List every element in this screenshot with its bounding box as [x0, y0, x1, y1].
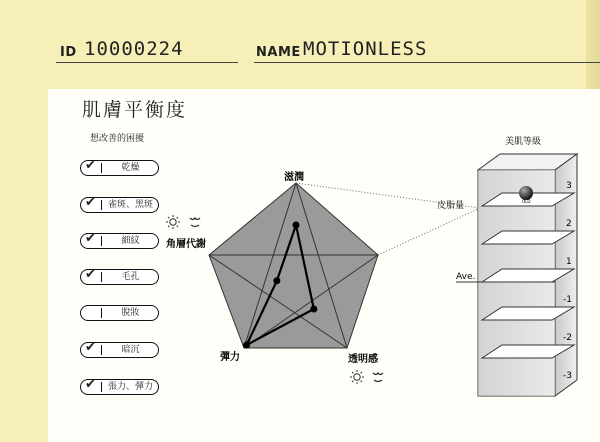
concern-label: 暗沉: [121, 345, 140, 355]
grade-level: -3: [563, 371, 572, 381]
ave-label: Ave.: [456, 272, 476, 282]
radar-label-left: 角層代謝: [166, 239, 206, 250]
grade-level: -1: [563, 295, 572, 305]
page-title: 肌膚平衡度: [82, 99, 188, 121]
check-icon: ✔: [85, 231, 96, 246]
id-label: ID: [60, 45, 77, 60]
grade-heading: 美肌等級: [505, 137, 542, 147]
radar-point-滋潤: [293, 222, 300, 229]
moon-face-icon: [190, 218, 200, 227]
check-icon: ✔: [85, 377, 96, 392]
concern-label: 毛孔: [121, 272, 140, 282]
radar-point-透明感: [310, 306, 317, 313]
check-icon: ✔: [85, 195, 96, 210]
grade-marker-ball: [519, 186, 533, 200]
sun-icon: [350, 370, 364, 384]
radar-pentagon: [209, 183, 378, 348]
radar-label-top: 滋潤: [284, 172, 304, 183]
radar-label-right: 透明感: [348, 354, 378, 365]
check-icon: ✔: [85, 158, 96, 173]
radar-point-彈力: [243, 342, 250, 349]
concern-label: 脫妝: [121, 308, 140, 318]
id-value: 10000224: [84, 38, 184, 60]
grade-level: 1: [566, 257, 572, 267]
grade-level: 3: [566, 181, 572, 191]
name-label: NAME: [256, 45, 301, 60]
radar-label-bottom-left: 彈力: [220, 352, 240, 363]
grade-marker-label: OLD: [522, 199, 531, 204]
concern-label: 細紋: [121, 236, 140, 246]
check-icon: ✔: [85, 340, 96, 355]
concern-label: 張力、彈力: [107, 382, 153, 392]
sebum-label: 皮脂量: [437, 201, 465, 211]
connector-line: [378, 208, 480, 255]
name-value: MOTIONLESS: [303, 38, 428, 60]
check-icon: ✔: [85, 267, 96, 282]
sun-icon: [166, 215, 180, 229]
moon-face-icon: [373, 373, 383, 382]
radar-point-角層代謝: [273, 277, 280, 284]
concern-label: 雀斑、黑斑: [107, 200, 153, 210]
grade-level: 2: [566, 219, 572, 229]
concern-label: 乾燥: [121, 163, 140, 173]
concerns-heading: 想改善的困擾: [90, 134, 145, 144]
grade-level: -2: [563, 333, 572, 343]
